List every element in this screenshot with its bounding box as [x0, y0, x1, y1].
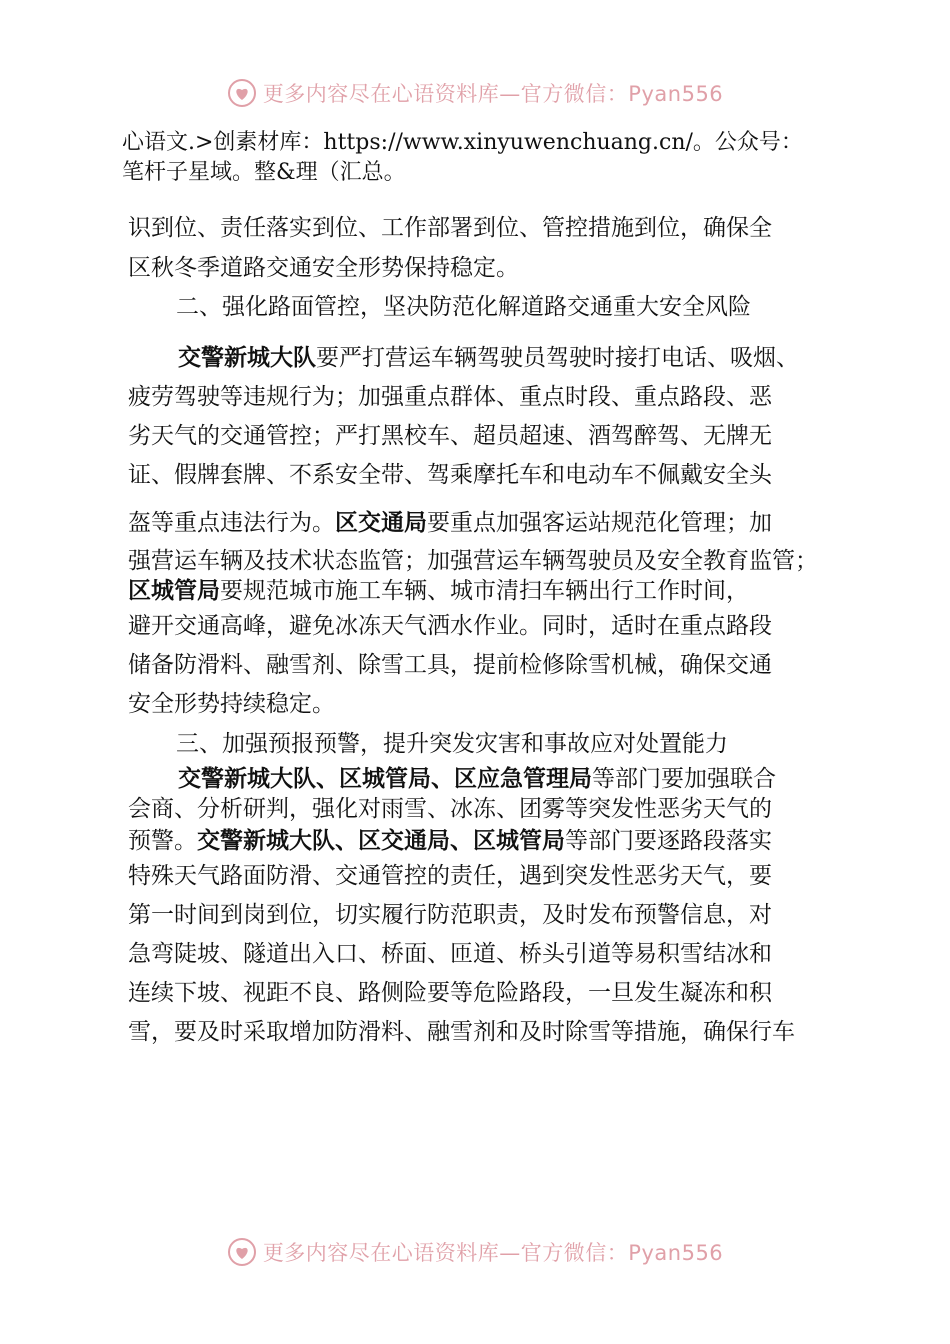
body-line: 强营运车辆及技术状态监管；加强营运车辆驾驶员及安全教育监管；	[128, 548, 818, 574]
body-line: 安全形势持续稳定。	[128, 691, 335, 717]
body-line: 第一时间到岗到位，切实履行防范职责，及时发布预警信息，对	[128, 902, 772, 928]
section-heading-3: 三、加强预报预警，提升突发灾害和事故应对处置能力	[176, 731, 728, 757]
body-line	[128, 508, 928, 538]
header-line-1: 心语文.>创素材库：https://www.xinyuwenchuang.cn/。公众号：	[122, 130, 803, 155]
body-line	[178, 764, 950, 794]
heart-logo-icon	[227, 1237, 257, 1267]
body-text: 要规范城市施工车辆、城市清扫车辆出行工作时间，	[220, 578, 749, 604]
body-text: 要重点加强客运站规范化管理；加	[427, 510, 772, 536]
body-text: 等部门要逐路段落实	[565, 828, 772, 854]
dept-name: 区城管局	[128, 578, 220, 604]
body-line: 储备防滑料、融雪剂、除雪工具，提前检修除雪机械，确保交通	[128, 652, 772, 678]
body-line: 劣天气的交通管控；严打黑校车、超员超速、酒驾醉驾、无牌无	[128, 423, 772, 449]
body-line: 区秋冬季道路交通安全形势保持稳定。	[128, 255, 519, 281]
body-line: 雪，要及时采取增加防滑料、融雪剂和及时除雪等措施，确保行车	[128, 1019, 795, 1045]
dept-name: 交警新城大队、区城管局、区应急管理局	[178, 766, 592, 792]
watermark-text: 更多内容尽在心语资料库—官方微信：Pyan556	[262, 1241, 724, 1265]
body-line	[128, 576, 928, 606]
watermark-top	[0, 73, 950, 113]
section-heading-2: 二、强化路面管控，坚决防范化解道路交通重大安全风险	[176, 294, 751, 320]
body-text: 预警。	[128, 828, 197, 854]
body-line: 会商、分析研判，强化对雨雪、冰冻、团雾等突发性恶劣天气的	[128, 796, 772, 822]
body-line: 避开交通高峰，避免冰冻天气洒水作业。同时，适时在重点路段	[128, 613, 772, 639]
body-text: 盔等重点违法行为。	[128, 510, 335, 536]
watermark-text: 更多内容尽在心语资料库—官方微信：Pyan556	[262, 82, 724, 106]
watermark-bottom	[0, 1232, 950, 1272]
body-line: 证、假牌套牌、不系安全带、驾乘摩托车和电动车不佩戴安全头	[128, 462, 772, 488]
body-line	[128, 826, 928, 856]
dept-name: 区交通局	[335, 510, 427, 536]
body-line: 特殊天气路面防滑、交通管控的责任，遇到突发性恶劣天气，要	[128, 863, 772, 889]
body-line: 急弯陡坡、隧道出入口、桥面、匝道、桥头引道等易积雪结冰和	[128, 941, 772, 967]
body-line: 疲劳驾驶等违规行为；加强重点群体、重点时段、重点路段、恶	[128, 384, 772, 410]
heart-logo-icon	[227, 78, 257, 108]
dept-name: 交警新城大队、区交通局、区城管局	[197, 828, 565, 854]
body-line: 连续下坡、视距不良、路侧险要等危险路段，一旦发生凝冻和积	[128, 980, 772, 1006]
body-line: 识到位、责任落实到位、工作部署到位、管控措施到位，确保全	[128, 215, 772, 241]
header-line-2: 笔杆子星域。整&理（汇总。	[122, 160, 406, 185]
body-text: 要严打营运车辆驾驶员驾驶时接打电话、吸烟、	[316, 345, 799, 371]
body-line	[178, 343, 950, 373]
body-text: 等部门要加强联合	[592, 766, 776, 792]
dept-name: 交警新城大队	[178, 345, 316, 371]
